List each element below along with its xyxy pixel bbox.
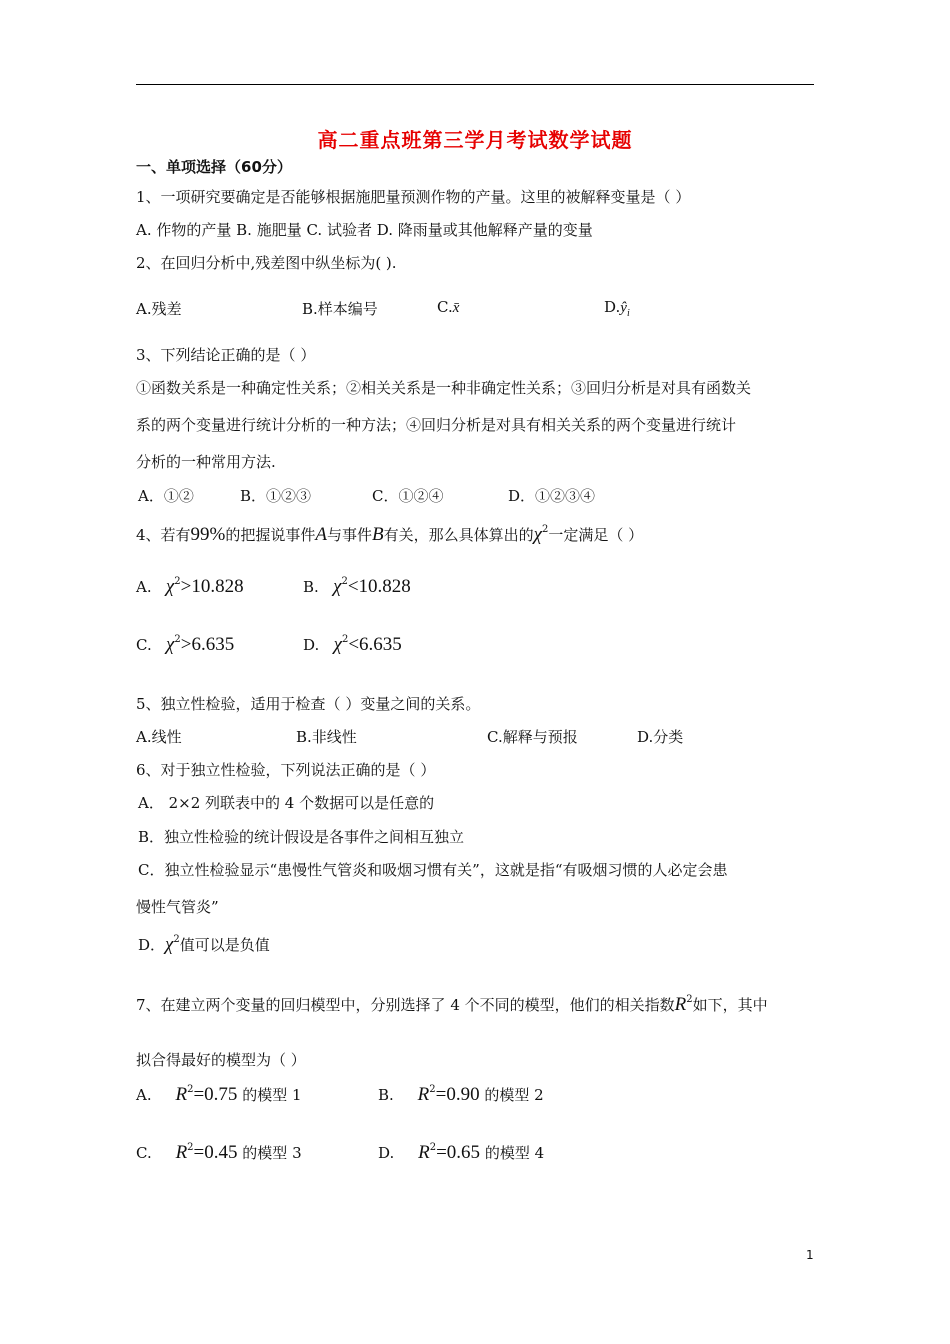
superscript-2: 2: [686, 994, 693, 1005]
page-title: 高二重点班第三学月考试数学试题: [317, 128, 633, 152]
chi-symbol: χ: [166, 634, 175, 655]
option-label: D.: [303, 636, 320, 654]
question-1-options: A. 作物的产量 B. 施肥量 C. 试验者 D. 降雨量或其他解释产量的变量: [136, 221, 593, 239]
superscript-2: 2: [187, 1084, 194, 1095]
question-2-option-c: [437, 298, 459, 317]
option-label: D．: [138, 936, 166, 954]
superscript-2: 2: [174, 576, 181, 587]
x-bar-math: x̄: [452, 300, 460, 316]
r-symbol: R: [175, 1084, 188, 1105]
option-expression: >6.635: [180, 634, 235, 655]
question-5-stem: 5、独立性检验，适用于检查（ ）变量之间的关系。: [136, 695, 481, 713]
question-6-stem: 6、对于独立性检验，下列说法正确的是（ ）: [136, 761, 436, 779]
question-2-option-b: B.样本编号: [302, 300, 378, 318]
option-label: A.: [136, 578, 152, 596]
chi-symbol: χ: [165, 934, 174, 955]
option-expression: =0.90: [435, 1084, 480, 1105]
question-5-option-d: D.分类: [637, 728, 684, 746]
option-expression: >10.828: [180, 576, 244, 597]
question-6-option-d: [138, 934, 270, 956]
option-text: 值可以是负值: [179, 936, 270, 954]
stem-text: 的把握说事件: [225, 526, 316, 544]
question-4-option-d: [303, 634, 402, 656]
question-6-option-c-line-1: C．独立性检验显示“患慢性气管炎和吸烟习惯有关”，这就是指“有吸烟习惯的人必定会患: [138, 861, 728, 879]
option-label: B.: [303, 578, 319, 596]
event-a-symbol: A: [315, 524, 327, 545]
stem-text: 4、若有: [136, 526, 191, 544]
question-3-line-1: ①函数关系是一种确定性关系；②相关关系是一种非确定性关系；③回归分析是对具有函数关: [136, 379, 752, 397]
option-expression: =0.75: [193, 1084, 238, 1105]
question-6-option-c-line-2: 慢性气管炎”: [136, 898, 219, 916]
section-heading: 一、单项选择（60分）: [136, 158, 292, 176]
superscript-2: 2: [173, 934, 180, 945]
question-4-option-c: [136, 634, 234, 656]
r-symbol: R: [417, 1084, 430, 1105]
question-4-option-a: [136, 576, 244, 598]
option-label: C.: [437, 298, 453, 316]
question-3-line-2: 系的两个变量进行统计分析的一种方法；④回归分析是对具有相关关系的两个变量进行统计: [136, 416, 737, 434]
option-label: B.: [378, 1086, 394, 1104]
question-4-stem: [136, 524, 643, 546]
option-text: 的模型 2: [484, 1086, 544, 1104]
question-7-stem: [136, 994, 768, 1016]
stem-text: 7、在建立两个变量的回归模型中，分别选择了 4 个不同的模型，他们的相关指数: [136, 996, 675, 1014]
chi-symbol: χ: [165, 576, 175, 597]
chi-symbol: χ: [533, 524, 542, 545]
r-symbol: R: [418, 1142, 430, 1163]
question-7-option-b: [378, 1084, 544, 1106]
question-6-option-a: A． 2×2 列联表中的 4 个数据可以是任意的: [138, 794, 435, 812]
option-label: C.: [136, 636, 152, 654]
question-3-line-3: 分析的一种常用方法.: [136, 453, 276, 471]
option-label: A.: [136, 1086, 152, 1104]
question-6-option-b: B．独立性检验的统计假设是各事件之间相互独立: [138, 828, 465, 846]
question-3-stem: 3、下列结论正确的是（ ）: [136, 346, 316, 364]
superscript-2: 2: [187, 1142, 194, 1153]
question-5-option-a: A.线性: [136, 728, 182, 746]
stem-text: 如下，其中: [692, 996, 768, 1014]
question-2-option-d: [604, 298, 630, 319]
question-3-option-c: C．①②④: [372, 487, 444, 505]
event-b-symbol: B: [372, 524, 384, 545]
superscript-2: 2: [174, 634, 181, 645]
r-symbol: R: [175, 1142, 188, 1163]
option-label: D.: [378, 1144, 395, 1162]
question-3-option-d: D．①②③④: [508, 487, 596, 505]
superscript-2: 2: [429, 1142, 437, 1153]
stem-text: 与事件: [327, 526, 373, 544]
question-7-option-a: [136, 1084, 302, 1106]
chi-symbol: χ: [333, 576, 342, 597]
superscript-2: 2: [341, 634, 349, 645]
option-text: 的模型 3: [242, 1144, 302, 1162]
stem-text: 有关，那么具体算出的: [383, 526, 534, 544]
option-text: 的模型 1: [242, 1086, 302, 1104]
question-5-option-c: C.解释与预报: [487, 728, 578, 746]
question-4-option-b: [303, 576, 411, 598]
question-5-option-b: B.非线性: [296, 728, 357, 746]
option-label: C.: [136, 1144, 152, 1162]
chi-symbol: χ: [333, 634, 342, 655]
question-7-option-c: [136, 1142, 302, 1164]
superscript-2: 2: [429, 1084, 436, 1095]
option-label: D.: [604, 298, 621, 316]
y-hat-math: ŷ: [620, 300, 627, 316]
header-rule: [136, 84, 814, 85]
question-7-option-d: [378, 1142, 544, 1164]
option-expression: <6.635: [348, 634, 402, 655]
superscript-2: 2: [542, 524, 549, 535]
percent-value: 99%: [190, 524, 226, 545]
stem-text: 一定满足（ ）: [548, 526, 644, 544]
question-3-option-a: A．①②: [138, 487, 194, 505]
question-2-stem: 2、在回归分析中,残差图中纵坐标为( ).: [136, 254, 397, 272]
question-3-option-b: B．①②③: [240, 487, 312, 505]
r-symbol: R: [674, 994, 687, 1015]
option-text: 的模型 4: [484, 1144, 545, 1162]
option-expression: =0.45: [193, 1142, 238, 1163]
option-expression: <10.828: [347, 576, 411, 597]
question-7-line-2: 拟合得最好的模型为（ ）: [136, 1051, 306, 1069]
page-number: 1: [806, 1248, 814, 1262]
option-expression: =0.65: [436, 1142, 481, 1163]
question-1-stem: 1、一项研究要确定是否能够根据施肥量预测作物的产量。这里的被解释变量是（ ）: [136, 188, 691, 206]
question-2-option-a: A.残差: [136, 300, 182, 318]
superscript-2: 2: [341, 576, 348, 587]
subscript-i: i: [626, 308, 630, 319]
